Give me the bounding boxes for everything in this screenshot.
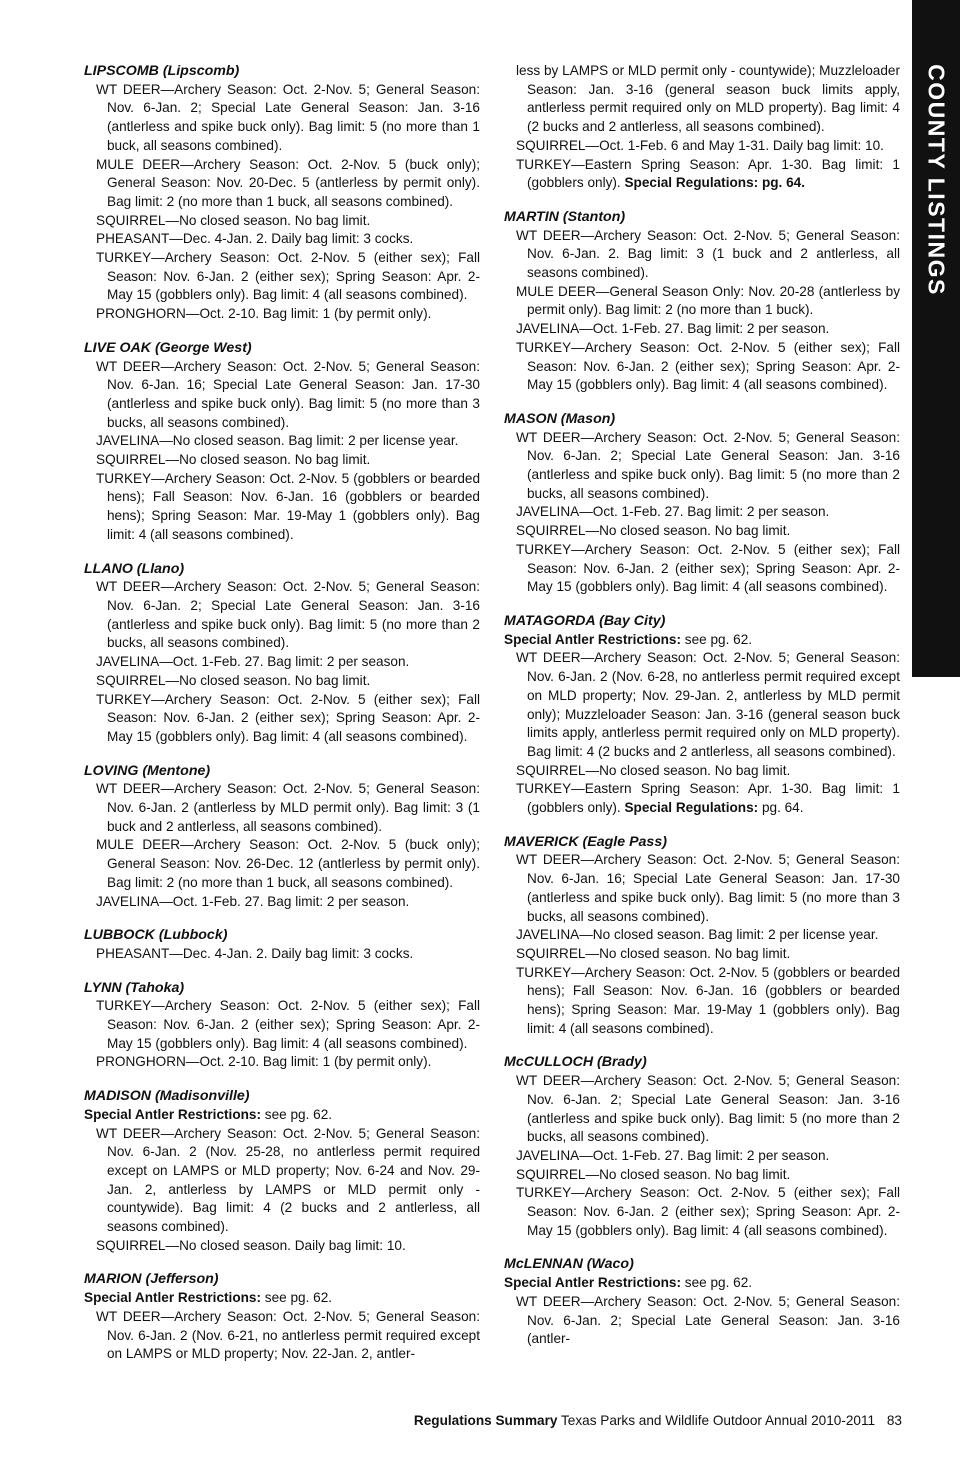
regulation-entry <box>504 926 900 945</box>
regulation-text: WT DEER—Archery Season: Oct. 2-Nov. 5; General Season: Nov. 6-Jan. 16; Special Late General Season: Jan. 17-30 (antlerless and spike buck only). Bag limit: 5 (no more than 3 bucks, all seasons combined). <box>96 358 480 430</box>
antler-restrictions-label: Special Antler Restrictions: <box>504 1275 682 1291</box>
regulation-text: PHEASANT—Dec. 4-Jan. 2. Daily bag limit: 3 cocks. <box>96 231 414 247</box>
antler-restrictions-ref: see pg. 62. <box>261 1290 333 1306</box>
regulation-text: SQUIRREL—No closed season. No bag limit. <box>96 212 371 228</box>
regulation-entry <box>84 578 480 653</box>
regulation-text: WT DEER—Archery Season: Oct. 2-Nov. 5; General Season: Nov. 6-Jan. 2. Bag limit: 3 (1 buck and 2 antlerless, all seasons combined). <box>516 227 900 281</box>
regulation-text: PHEASANT—Dec. 4-Jan. 2. Daily bag limit: 3 cocks. <box>96 945 414 961</box>
regulation-entry <box>84 836 480 892</box>
county-block <box>84 926 480 963</box>
regulation-text: WT DEER—Archery Season: Oct. 2-Nov. 5; General Season: Nov. 6-Jan. 2 (Nov. 6-21, no antlerless permit required except on LAMPS or MLD property; Nov. 22-Jan. 2, antler- <box>96 1308 480 1362</box>
county-block <box>504 612 900 818</box>
regulation-text: TURKEY—Archery Season: Oct. 2-Nov. 5 (gobblers or bearded hens); Fall Season: Nov. 6-Jan. 16 (gobblers or bearded hens); Spring Season: Mar. 19-May 1 (gobblers only). Bag limit: 4 (all seasons combined). <box>96 470 480 542</box>
regulation-entry <box>504 780 900 817</box>
county-block <box>504 1053 900 1240</box>
regulation-entry <box>504 1072 900 1147</box>
regulation-text: JAVELINA—No closed season. Bag limit: 2 per license year. <box>96 433 459 449</box>
regulation-entry <box>504 429 900 504</box>
regulation-entry <box>84 672 480 691</box>
regulation-text: TURKEY—Archery Season: Oct. 2-Nov. 5 (either sex); Fall Season: Nov. 6-Jan. 2 (either sex); Spring Season: Apr. 2-May 15 (gobblers only). Bag limit: 4 (all seasons combined). <box>516 541 900 595</box>
county-block <box>504 208 900 395</box>
regulation-text: TURKEY—Archery Season: Oct. 2-Nov. 5 (either sex); Fall Season: Nov. 6-Jan. 2 (either sex); Spring Season: Apr. 2-May 15 (gobblers only). Bag limit: 4 (all seasons combined). <box>96 691 480 744</box>
regulation-text: SQUIRREL—No closed season. No bag limit. <box>96 672 371 688</box>
regulation-text: JAVELINA—Oct. 1-Feb. 27. Bag limit: 2 per season. <box>516 321 830 337</box>
antler-restrictions-ref: see pg. 62. <box>681 1275 753 1291</box>
regulation-text: SQUIRREL—No closed season. No bag limit. <box>96 452 371 468</box>
county-block <box>504 62 900 193</box>
regulation-text: TURKEY—Archery Season: Oct. 2-Nov. 5 (either sex); Fall Season: Nov. 6-Jan. 2 (either sex); Spring Season: Apr. 2-May 15 (gobblers only). Bag limit: 4 (all seasons combined). <box>516 339 900 393</box>
county-heading: LIPSCOMB (Lipscomb) <box>84 63 240 79</box>
antler-restrictions-note <box>504 631 900 650</box>
county-heading: MARION (Jefferson) <box>84 1271 219 1288</box>
regulation-text: MULE DEER—General Season Only: Nov. 20-28 (antlerless by permit only). Bag limit: 2 (no more than 1 buck). <box>516 283 900 318</box>
regulation-text: TURKEY—Archery Season: Oct. 2-Nov. 5 (either sex); Fall Season: Nov. 6-Jan. 2 (either sex); Spring Season: Apr. 2-May 15 (gobblers only). Bag limit: 4 (all seasons combined). <box>96 998 480 1051</box>
regulation-text: TURKEY—Archery Season: Oct. 2-Nov. 5 (gobblers or bearded hens); Fall Season: Nov. 6-Jan. 16 (gobblers or bearded hens); Spring Season: Mar. 19-May 1 (gobblers only). Bag limit: 4 (all seasons combined). <box>516 964 900 1036</box>
regulation-entry <box>84 691 480 747</box>
antler-restrictions-ref: see pg. 62. <box>681 631 753 647</box>
regulation-text: JAVELINA—No closed season. Bag limit: 2 per license year. <box>516 927 879 943</box>
county-heading: MASON (Mason) <box>504 410 616 427</box>
county-block <box>84 979 480 1073</box>
regulation-text: WT DEER—Archery Season: Oct. 2-Nov. 5; General Season: Nov. 6-Jan. 2; Special Late General Season: Jan. 3-16 (antler- <box>516 1293 900 1347</box>
county-heading: McLENNAN (Waco) <box>504 1256 634 1273</box>
regulation-entry <box>84 1237 480 1256</box>
antler-restrictions-label: Special Antler Restrictions: <box>84 1290 262 1306</box>
regulation-entry <box>84 893 480 912</box>
regulation-entry <box>84 470 480 545</box>
regulation-text: JAVELINA—Oct. 1-Feb. 27. Bag limit: 2 per season. <box>96 654 410 670</box>
regulation-entry <box>84 1053 480 1072</box>
regulation-text: SQUIRREL—No closed season. Daily bag limit: 10. <box>96 1237 406 1253</box>
regulation-text: SQUIRREL—No closed season. No bag limit. <box>516 1166 791 1182</box>
regulation-text: SQUIRREL—No closed season. No bag limit. <box>516 945 791 961</box>
county-heading: LYNN (Tahoka) <box>84 979 185 996</box>
regulation-entry <box>504 283 900 320</box>
county-block <box>504 1255 900 1349</box>
footer-publication: Texas Parks and Wildlife Outdoor Annual 2010-2011 <box>560 1413 876 1428</box>
regulation-entry <box>504 762 900 781</box>
regulation-entry <box>504 156 900 193</box>
regulation-entry <box>84 358 480 433</box>
regulation-text: less by LAMPS or MLD permit only - countywide); Muzzleloader Season: Jan. 3-16 (general season buck limits apply, antlerless permit required only on MLD property). Bag limit: 4 (2 bucks and 2 antlerless, all seasons combined). <box>516 63 900 135</box>
antler-restrictions-label: Special Antler Restrictions: <box>84 1106 262 1122</box>
regulation-text: SQUIRREL—No closed season. No bag limit. <box>516 523 791 539</box>
regulation-entry <box>504 1293 900 1349</box>
regulation-entry <box>84 212 480 231</box>
antler-restrictions-ref: see pg. 62. <box>261 1106 333 1122</box>
regulation-text: WT DEER—Archery Season: Oct. 2-Nov. 5; General Season: Nov. 6-Jan. 16; Special Late General Season: Jan. 17-30 (antlerless and spike buck only). Bag limit: 5 (no more than 3 bucks, all seasons combined). <box>516 852 900 924</box>
county-heading: LUBBOCK (Lubbock) <box>84 927 228 944</box>
special-regulations-ref: pg. 64. <box>758 800 804 816</box>
county-heading: MAVERICK (Eagle Pass) <box>504 833 667 850</box>
regulation-text: WT DEER—Archery Season: Oct. 2-Nov. 5; General Season: Nov. 6-Jan. 2 (Nov. 25-28, no antlerless permit required except on LAMPS or MLD property; Nov. 6-24 and Nov. 29-Jan. 2, antlerless by LAMPS or MLD permit only - countywide). Bag limit: 4 (2 bucks and 2 antlerless, all seasons combined). <box>96 1125 480 1235</box>
regulation-entry <box>84 1125 480 1237</box>
regulation-entry <box>84 230 480 249</box>
regulation-text: PRONGHORN—Oct. 2-10. Bag limit: 1 (by permit only). <box>96 1054 432 1070</box>
regulation-text: JAVELINA—Oct. 1-Feb. 27. Bag limit: 2 per season. <box>96 893 410 909</box>
antler-restrictions-label: Special Antler Restrictions: <box>504 631 682 647</box>
county-block <box>84 339 480 545</box>
regulation-entry <box>504 1166 900 1185</box>
regulation-text: TURKEY—Archery Season: Oct. 2-Nov. 5 (either sex); Fall Season: Nov. 6-Jan. 2 (either sex); Spring Season: Apr. 2-May 15 (gobblers only). Bag limit: 4 (all seasons combined). <box>96 250 480 303</box>
county-block <box>84 1270 480 1364</box>
regulation-entry <box>504 964 900 1039</box>
regulation-text: TURKEY—Eastern Spring Season: Apr. 1-30. Bag limit: 1 (gobblers only). <box>516 781 900 816</box>
regulation-text: WT DEER—Archery Season: Oct. 2-Nov. 5; General Season: Nov. 6-Jan. 2; Special Late General Season: Jan. 3-16 (antlerless and spike buck only). Bag limit: 5 (no more than 2 bucks, all seasons combined). <box>516 1073 900 1145</box>
regulation-text: SQUIRREL—Oct. 1-Feb. 6 and May 1-31. Daily bag limit: 10. <box>516 137 884 153</box>
regulation-text: WT DEER—Archery Season: Oct. 2-Nov. 5; General Season: Nov. 6-Jan. 2; Special Late General Season: Jan. 3-16 (antlerless and spike buck only). Bag limit: 5 (no more than 1 buck, all seasons combined). <box>96 81 480 153</box>
regulation-entry <box>504 649 900 761</box>
regulation-entry <box>504 1147 900 1166</box>
regulation-entry <box>84 249 480 305</box>
county-block <box>84 762 480 912</box>
regulation-text: WT DEER—Archery Season: Oct. 2-Nov. 5; General Season: Nov. 6-Jan. 2 (antlerless by MLD permit only). Bag limit: 3 (1 buck and 2 antlerless, all seasons combined). <box>96 781 480 834</box>
right-column <box>504 62 900 1364</box>
county-block <box>504 410 900 597</box>
regulation-entry <box>84 305 480 324</box>
regulation-entry <box>504 851 900 926</box>
regulation-entry <box>504 320 900 339</box>
regulation-text: TURKEY—Eastern Spring Season: Apr. 1-30. Bag limit: 1 (gobblers only). <box>516 156 900 191</box>
page-number: 83 <box>886 1413 902 1428</box>
county-heading: MARTIN (Stanton) <box>504 208 626 225</box>
regulation-entry <box>504 522 900 541</box>
county-heading: LIVE OAK (George West) <box>84 339 252 356</box>
regulation-text: JAVELINA—Oct. 1-Feb. 27. Bag limit: 2 per season. <box>516 1147 830 1163</box>
antler-restrictions-note <box>84 1106 480 1125</box>
regulation-text: WT DEER—Archery Season: Oct. 2-Nov. 5; General Season: Nov. 6-Jan. 2; Special Late General Season: Jan. 3-16 (antlerless and spike buck only). Bag limit: 5 (no more than 2 bucks, all seasons combined). <box>96 579 480 651</box>
county-block <box>84 1087 480 1255</box>
regulation-entry <box>504 62 900 137</box>
regulation-text: SQUIRREL—No closed season. No bag limit. <box>516 762 791 778</box>
regulation-entry <box>84 653 480 672</box>
special-regulations-label: Special Regulations: pg. 64. <box>624 175 806 191</box>
section-tab <box>912 0 960 677</box>
regulation-text: WT DEER—Archery Season: Oct. 2-Nov. 5; General Season: Nov. 6-Jan. 2 (Nov. 6-28, no antlerless permit required except on MLD property; Nov. 29-Jan. 2, antlerless by MLD permit only); Muzzleloader Season: Jan. 3-16 (general season buck limits apply, antlerless permit required only on MLD property). Bag limit: 4 (2 bucks and 2 antlerless, all seasons combined). <box>516 650 900 759</box>
regulation-text: WT DEER—Archery Season: Oct. 2-Nov. 5; General Season: Nov. 6-Jan. 2; Special Late General Season: Jan. 3-16 (antlerless and spike buck only). Bag limit: 5 (no more than 2 bucks, all seasons combined). <box>516 429 900 501</box>
regulation-entry <box>84 81 480 156</box>
regulation-entry <box>84 1308 480 1364</box>
regulation-entry <box>504 1184 900 1240</box>
regulation-entry <box>84 156 480 212</box>
regulation-entry <box>504 137 900 156</box>
regulation-text: MULE DEER—Archery Season: Oct. 2-Nov. 5 (buck only); General Season: Nov. 20-Dec. 5 (antlerless by permit only). Bag limit: 2 (no more than 1 buck, all seasons combined). <box>96 156 480 209</box>
county-block <box>504 833 900 1039</box>
regulation-entry <box>84 780 480 836</box>
page-footer <box>414 1413 902 1428</box>
regulation-entry <box>504 339 900 395</box>
county-heading: MATAGORDA (Bay City) <box>504 612 666 629</box>
regulation-text: PRONGHORN—Oct. 2-10. Bag limit: 1 (by permit only). <box>96 306 432 322</box>
regulation-entry <box>84 432 480 451</box>
regulation-entry <box>84 945 480 964</box>
regulation-entry <box>504 541 900 597</box>
county-heading: MADISON (Madisonville) <box>84 1088 250 1105</box>
regulation-text: JAVELINA—Oct. 1-Feb. 27. Bag limit: 2 per season. <box>516 504 830 520</box>
special-regulations-label: Special Regulations: <box>624 800 759 816</box>
county-heading: LLANO (Llano) <box>84 560 185 577</box>
regulation-entry <box>504 227 900 283</box>
section-tab-label: COUNTY LISTINGS <box>923 64 950 296</box>
antler-restrictions-note <box>84 1289 480 1308</box>
regulation-entry <box>504 503 900 522</box>
county-heading: LOVING (Mentone) <box>84 762 211 779</box>
county-block <box>84 560 480 747</box>
regulation-text: MULE DEER—Archery Season: Oct. 2-Nov. 5 (buck only); General Season: Nov. 26-Dec. 12 (antlerless by permit only). Bag limit: 2 (no more than 1 buck, all seasons combined). <box>96 837 480 890</box>
regulation-entry <box>504 945 900 964</box>
county-heading: McCULLOCH (Brady) <box>504 1054 647 1071</box>
regulation-entry <box>84 451 480 470</box>
regulation-text: TURKEY—Archery Season: Oct. 2-Nov. 5 (either sex); Fall Season: Nov. 6-Jan. 2 (either sex); Spring Season: Apr. 2-May 15 (gobblers only). Bag limit: 4 (all seasons combined). <box>516 1185 900 1238</box>
county-block <box>84 62 480 324</box>
regulation-entry <box>84 997 480 1053</box>
left-column <box>84 62 480 1379</box>
footer-section: Regulations Summary <box>413 1413 558 1428</box>
antler-restrictions-note <box>504 1274 900 1293</box>
